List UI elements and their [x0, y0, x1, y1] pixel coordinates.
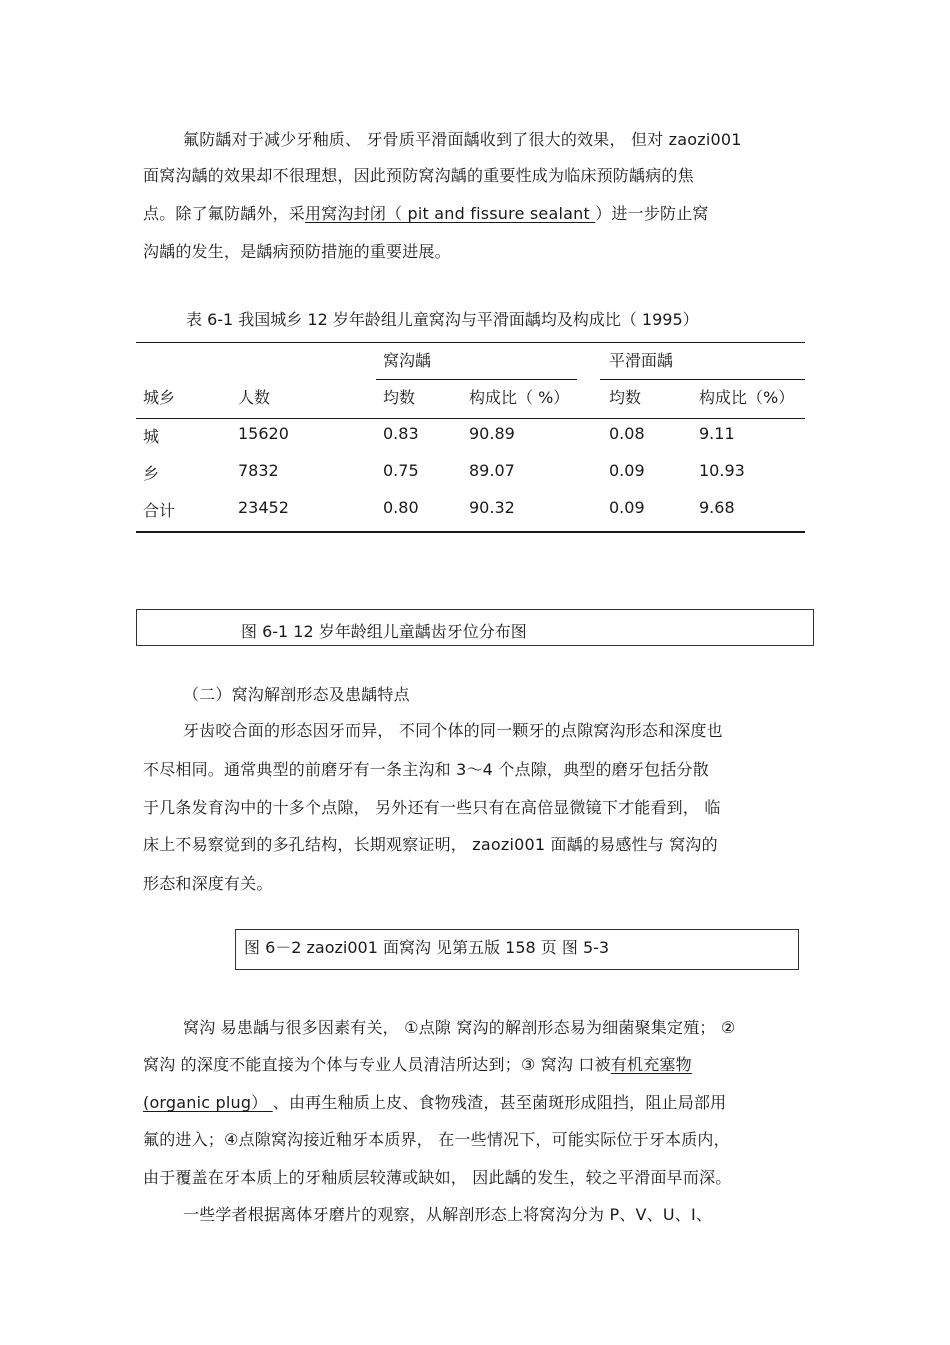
cell-count: 15620 [238, 424, 289, 443]
figure1-caption: 图 6-1 12 岁年龄组儿童龋齿牙位分布图 [241, 622, 527, 641]
cell-smooth-mean: 0.09 [609, 461, 645, 480]
cell-smooth-mean: 0.08 [609, 424, 645, 443]
col-header-smooth-ratio: 构成比（%） [699, 388, 795, 407]
para3-line6: 一些学者根据离体牙磨片的观察，从解剖形态上将窝沟分为 P、V、U、I、 [183, 1205, 713, 1224]
cell-smooth-ratio: 10.93 [699, 461, 745, 480]
table-caption: 表 6-1 我国城乡 12 岁年龄组儿童窝沟与平滑面龋均及构成比（ 1995） [186, 310, 699, 329]
col-header-count: 人数 [238, 388, 271, 407]
group-rule-smooth [600, 379, 805, 380]
para3-line3-post: 、由再生釉质上皮、食物残渣，甚至菌斑形成阻挡，阻止局部用 [272, 1093, 727, 1112]
table-header-rule [136, 418, 805, 419]
table-top-rule [136, 342, 805, 343]
para3-line3 [143, 1090, 726, 1113]
cell-pit-mean: 0.80 [383, 498, 419, 517]
para1-line3-pre: 点。除了氟防龋外，采 [143, 204, 306, 223]
para3-line5: 由于覆盖在牙本质上的牙釉质层较薄或缺如， 因此龋的发生，较之平滑面早而深。 [143, 1168, 732, 1187]
para3-line4: 氟的进入；④点隙窝沟接近釉牙本质界， 在一些情况下，可能实际位于牙本质内， [143, 1130, 730, 1149]
group-header-pit: 窝沟龋 [383, 351, 432, 370]
cell-smooth-ratio: 9.11 [699, 424, 735, 443]
cell-pit-ratio: 90.89 [469, 424, 515, 443]
para1-line4: 沟龋的发生，是龋病预防措施的重要进展。 [143, 242, 451, 261]
section2-heading: （二）窝沟解剖形态及患龋特点 [183, 685, 410, 704]
table-bottom-rule [136, 531, 805, 533]
cell-region: 乡 [143, 464, 160, 483]
col-header-region: 城乡 [143, 388, 176, 407]
cell-region: 合计 [143, 501, 176, 520]
col-header-pit-ratio: 构成比（ %） [469, 388, 570, 407]
section2-line2: 不尽相同。通常典型的前磨牙有一条主沟和 3～4 个点隙，典型的磨牙包括分散 [143, 760, 709, 779]
para1-line3-post: ）进一步防止窝 [595, 204, 709, 223]
section2-line4: 床上不易察觉到的多孔结构，长期观察证明， zaozi001 面龋的易感性与 窝沟的 [143, 835, 718, 854]
para3-line2 [143, 1052, 692, 1075]
col-header-smooth-mean: 均数 [609, 388, 642, 407]
cell-smooth-mean: 0.09 [609, 498, 645, 517]
cell-smooth-ratio: 9.68 [699, 498, 735, 517]
figure2-box [235, 929, 799, 970]
cell-count: 7832 [238, 461, 279, 480]
figure2-caption: 图 6－2 zaozi001 面窝沟 见第五版 158 页 图 5-3 [244, 938, 610, 957]
para1-line1: 氟防龋对于减少牙釉质、 牙骨质平滑面龋收到了很大的效果， 但对 zaozi001 [183, 130, 742, 149]
organic-plug-term: 有机充塞物 [610, 1055, 692, 1074]
cell-pit-ratio: 89.07 [469, 461, 515, 480]
para3-line1: 窝沟 易患龋与很多因素有关， ①点隙 窝沟的解剖形态易为细菌聚集定殖； ② [183, 1018, 736, 1037]
organic-plug-english: (organic plug） [143, 1093, 273, 1112]
para1-line3 [143, 201, 709, 224]
cell-region: 城 [143, 427, 160, 446]
sealant-term: 用窝沟封闭（ pit and fissure sealant [305, 204, 596, 223]
cell-pit-mean: 0.75 [383, 461, 419, 480]
figure1-box [136, 609, 814, 646]
cell-count: 23452 [238, 498, 289, 517]
group-header-smooth: 平滑面龋 [609, 351, 674, 370]
section2-line5: 形态和深度有关。 [143, 874, 273, 893]
cell-pit-ratio: 90.32 [469, 498, 515, 517]
section2-line1: 牙齿咬合面的形态因牙而异， 不同个体的同一颗牙的点隙窝沟形态和深度也 [183, 721, 723, 740]
para1-line2: 面窝沟龋的效果却不很理想，因此预防窝沟龋的重要性成为临床预防龋病的焦 [143, 166, 694, 185]
cell-pit-mean: 0.83 [383, 424, 419, 443]
col-header-pit-mean: 均数 [383, 388, 416, 407]
section2-line3: 于几条发育沟中的十多个点隙， 另外还有一些只有在高倍显微镜下才能看到， 临 [143, 798, 721, 817]
para3-line2-pre: 窝沟 的深度不能直接为个体与专业人员清洁所达到；③ 窝沟 口被 [143, 1055, 611, 1074]
group-rule-pit [376, 379, 577, 380]
